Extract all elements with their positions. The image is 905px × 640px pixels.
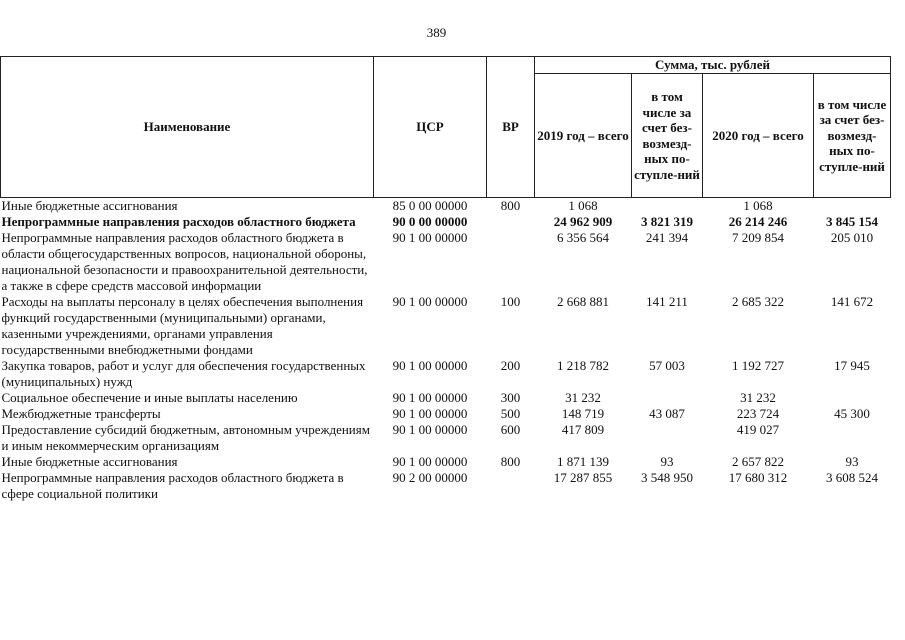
row-2020-free: 3 845 154 xyxy=(826,214,878,229)
row-2020-free: 17 945 xyxy=(834,358,870,373)
row-2019-free xyxy=(632,390,703,406)
row-name: Иные бюджетные ассигнования xyxy=(1,198,178,213)
row-2020-total: 2 685 322 xyxy=(732,294,784,309)
row-vr: 100 xyxy=(500,294,521,309)
row-csr: 90 1 00 00000 xyxy=(392,358,468,373)
row-2020-free xyxy=(814,198,891,215)
row-2020-free: 141 672 xyxy=(830,294,874,309)
row-csr: 90 1 00 00000 xyxy=(392,454,468,469)
row-2020-total: 223 724 xyxy=(736,406,780,421)
header-2020-free: в том числе за счет без-возмезд-ных по-ступле-ний xyxy=(814,74,891,198)
row-csr: 90 2 00 00000 xyxy=(392,470,468,485)
row-2020-free: 45 300 xyxy=(834,406,870,421)
table-row xyxy=(1,358,891,390)
row-csr: 90 1 00 00000 xyxy=(392,294,468,309)
table-row xyxy=(1,470,891,502)
row-csr: 90 1 00 00000 xyxy=(392,406,468,421)
row-2019-free: 93 xyxy=(660,454,674,469)
row-2019-total: 417 809 xyxy=(561,422,605,437)
table-row xyxy=(1,198,891,215)
row-2019-free: 57 003 xyxy=(649,358,685,373)
row-name: Непрограммные направления расходов областного бюджета в области общегосударственных вопросов, национальной обороны, национальной безопасности и правоохранительной деятельности, а также в сфере средств массовой информации xyxy=(1,230,368,293)
row-name: Предоставление субсидий бюджетным, автономным учреждениям и иным некоммерческим организациям xyxy=(1,422,370,453)
row-name: Непрограммные направления расходов областного бюджета в сфере социальной политики xyxy=(1,470,344,501)
table-row xyxy=(1,406,891,422)
row-csr: 90 1 00 00000 xyxy=(392,390,468,405)
header-name: Наименование xyxy=(1,57,374,198)
row-csr: 90 0 00 00000 xyxy=(392,214,468,229)
row-csr: 85 0 00 00000 xyxy=(392,198,468,213)
header-2020-total: 2020 год – всего xyxy=(703,74,814,198)
row-2020-free: 205 010 xyxy=(830,230,874,245)
row-csr: 90 1 00 00000 xyxy=(392,230,468,245)
row-name: Межбюджетные трансферты xyxy=(1,406,161,421)
row-2019-free: 3 548 950 xyxy=(641,470,693,485)
row-2019-total: 1 218 782 xyxy=(557,358,609,373)
row-2019-free: 3 821 319 xyxy=(641,214,693,229)
table-row xyxy=(1,454,891,470)
row-2020-total: 419 027 xyxy=(736,422,780,437)
table-row xyxy=(1,294,891,358)
row-vr: 200 xyxy=(500,358,521,373)
table-row xyxy=(1,214,891,230)
row-2019-total: 17 287 855 xyxy=(553,470,613,485)
row-name: Социальное обеспечение и иные выплаты населению xyxy=(1,390,298,405)
row-vr: 800 xyxy=(500,198,521,213)
header-vr: ВР xyxy=(487,57,535,198)
row-2020-free: 3 608 524 xyxy=(826,470,878,485)
budget-table xyxy=(0,56,891,502)
row-2020-total: 17 680 312 xyxy=(728,470,788,485)
row-2019-free: 43 087 xyxy=(649,406,685,421)
row-name: Иные бюджетные ассигнования xyxy=(1,454,178,469)
row-2020-free xyxy=(814,422,891,454)
row-csr: 90 1 00 00000 xyxy=(392,422,468,437)
row-2019-total: 1 871 139 xyxy=(557,454,609,469)
row-2019-total: 6 356 564 xyxy=(557,230,609,245)
row-2019-total: 31 232 xyxy=(565,390,601,405)
row-vr xyxy=(487,230,535,294)
row-2020-free: 93 xyxy=(845,454,859,469)
row-vr: 500 xyxy=(500,406,521,421)
row-vr: 600 xyxy=(500,422,521,437)
row-2019-free: 241 394 xyxy=(645,230,689,245)
table-row xyxy=(1,230,891,294)
row-2019-free xyxy=(632,422,703,454)
table-row xyxy=(1,390,891,406)
row-name: Непрограммные направления расходов областного бюджета xyxy=(1,214,356,229)
header-sum-title: Сумма, тыс. рублей xyxy=(535,57,891,74)
row-2020-total: 2 657 822 xyxy=(732,454,784,469)
header-csr: ЦСР xyxy=(374,57,487,198)
row-2020-total: 7 209 854 xyxy=(732,230,784,245)
row-vr: 800 xyxy=(500,454,521,469)
row-2019-free: 141 211 xyxy=(646,294,688,309)
row-vr xyxy=(487,470,535,502)
row-2019-total: 1 068 xyxy=(568,198,598,213)
row-2020-total: 31 232 xyxy=(740,390,776,405)
row-2020-free xyxy=(814,390,891,406)
row-2019-total: 2 668 881 xyxy=(557,294,609,309)
row-2019-free xyxy=(632,198,703,215)
row-name: Расходы на выплаты персоналу в целях обеспечения выполнения функций государственными (муниципальными) органами, казенными учреждениями, органами управления государственными внебюджетными фондами xyxy=(1,294,364,357)
row-vr xyxy=(487,214,535,230)
row-name: Закупка товаров, работ и услуг для обеспечения государственных (муниципальных) нужд xyxy=(1,358,366,389)
row-2020-total: 1 068 xyxy=(743,198,773,213)
row-vr: 300 xyxy=(500,390,521,405)
row-2020-total: 1 192 727 xyxy=(732,358,784,373)
row-2019-total: 24 962 909 xyxy=(553,214,613,229)
header-2019-total: 2019 год – всего xyxy=(535,74,632,198)
row-2020-total: 26 214 246 xyxy=(728,214,788,229)
table-row xyxy=(1,422,891,454)
page-number: 389 xyxy=(426,25,447,40)
header-2019-free: в том числе за счет без-возмезд-ных по-ступле-ний xyxy=(632,74,703,198)
row-2019-total: 148 719 xyxy=(561,406,605,421)
